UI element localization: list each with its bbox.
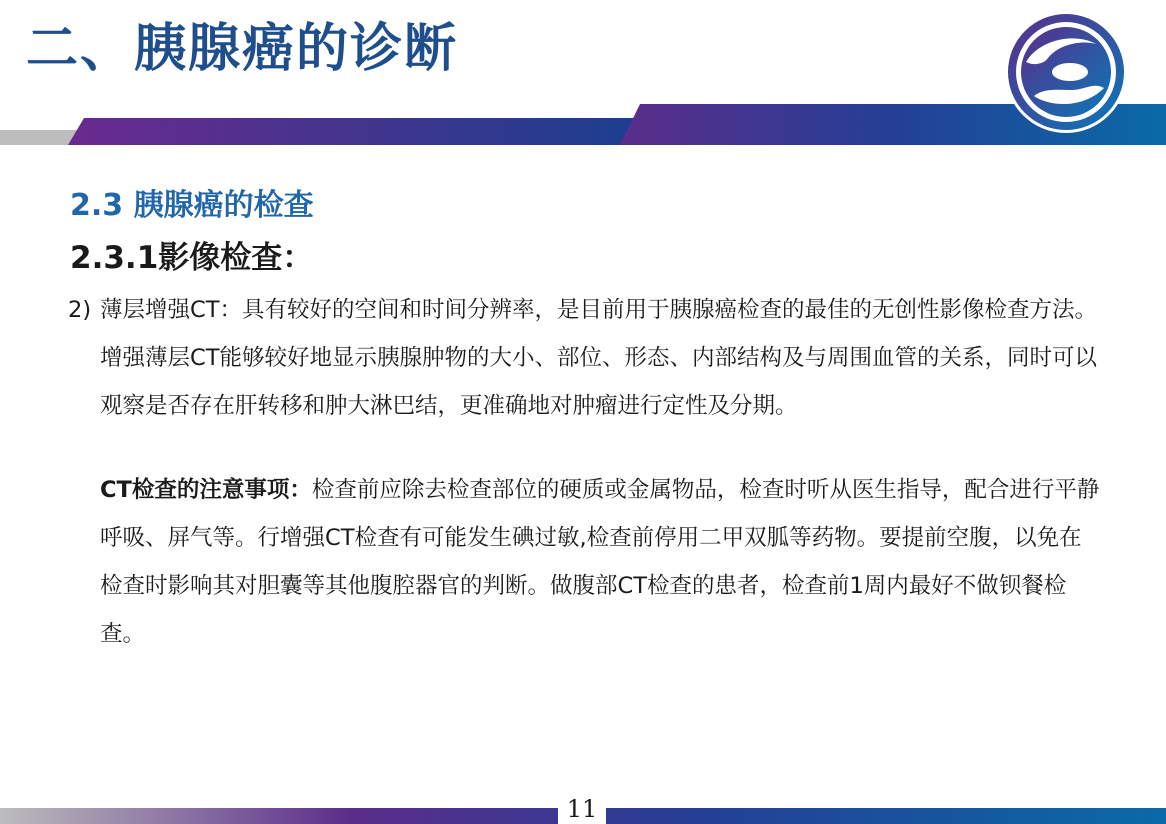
ct-description-paragraph: 薄层增强CT：具有较好的空间和时间分辨率，是目前用于胰腺癌检查的最佳的无创性影像检查方法。增强薄层CT能够较好地显示胰腺肿物的大小、部位、形态、内部结构及与周围血管的关系，同时可以观察是否存在肝转移和肿大淋巴结，更准确地对肿瘤进行定性及分期。 xyxy=(100,297,1097,419)
page-title: 二、胰腺癌的诊断 xyxy=(26,19,459,79)
ct-notes-lead: CT检查的注意事项： xyxy=(100,477,312,503)
page-number: 11 xyxy=(558,794,606,824)
hands-globe-logo-icon xyxy=(1004,10,1128,134)
section-subheading: 2.3.1影像检查： xyxy=(70,240,314,276)
ct-notes-paragraph xyxy=(100,466,1100,658)
section-heading: 2.3 胰腺癌的检查 xyxy=(70,188,314,223)
ct-notes-text: 检查前应除去检查部位的硬质或金属物品，检查时听从医生指导，配合进行平静呼吸、屏气等。行增强CT检查有可能发生碘过敏,检查前停用二甲双胍等药物。要提前空腹，以免在检查时影响其对胆囊等其他腹腔器官的判断。做腹部CT检查的患者，检查前1周内最好不做钡餐检查。 xyxy=(100,477,1100,647)
item-number: 2) xyxy=(68,297,92,323)
